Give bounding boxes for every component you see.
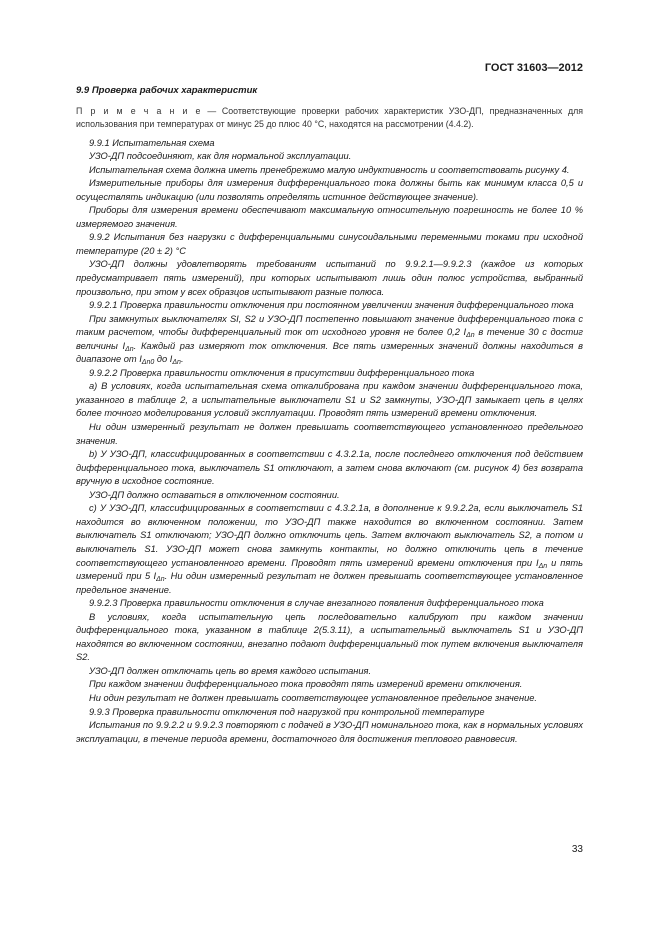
paragraph: Испытательная схема должна иметь пренебрежимо малую индуктивность и соответствовать рисунку 4.: [89, 164, 570, 175]
document-body: [76, 84, 583, 746]
paragraph: 9.9.1 Испытательная схема: [89, 137, 215, 148]
paragraph: 9.9.3 Проверка правильности отключения под нагрузкой при контрольной температуре: [89, 706, 485, 717]
paragraph-c: с) У УЗО-ДП, классифицированных в соответствии с 4.3.2.1а, в дополнение к 9.9.2.2а, если выключатель S1 находится во включенном положении, то УЗО-ДП также находится во включенном состоянии. Затем выключатель S1 отключают; УЗО-ДП должно отключить цепь. Затем включают выключатель S2, а потом и выключатель S1. УЗО-ДП может снова замкнуть контакты, но должно отключить цепь в течение соответствующего установленного времени. Проводят пять измерений времени отключения при $I_{\Delta n}$ и пять измерений при 5 $I_{\Delta n}$. Ни один измеренный результат не должен превышать соответствующее установленное предельное значение.: [76, 503, 583, 595]
paragraph: Измерительные приборы для измерения дифференциального тока должны быть как минимум класса 0,5 и осуществлять индикацию (или позволять определять истинное действующее значение).: [76, 178, 583, 202]
paragraph: УЗО-ДП должно оставаться в отключенном состоянии.: [89, 489, 340, 500]
paragraph: УЗО-ДП должен отключать цепь во время каждого испытания.: [89, 665, 372, 676]
paragraph: Ни один измеренный результат не должен превышать соответствующего установленного предельного значения.: [76, 422, 583, 446]
paragraph: b) У УЗО-ДП, классифицированных в соответствии с 4.3.2.1а, после последнего отключения под действием дифференциального тока, выключатель S1 отключают, а затем снова включают (см. рисунок 4) без возврата вручную в исходное состояние.: [76, 449, 583, 487]
paragraph: 9.9.2.1 Проверка правильности отключения при постоянном увеличении значения дифференциального тока: [89, 300, 574, 311]
paragraph: УЗО-ДП должны удовлетворять требованиям испытаний по 9.9.2.1—9.9.2.3 (каждое из которых предусматривает пять измерений), при которых испытывают лишь один полюс устройства, выбранный произвольно, при этом у всех образцов испытывают разные полюса.: [76, 259, 583, 297]
paragraph-9921: При замкнутых выключателях SI, S2 и УЗО-ДП постепенно повышают значение дифференциального тока с таким расчетом, чтобы дифференциальный ток от исходного уровня не более 0,2 $I_{\Delta n}$ в течение 30 с достиг величины $I_{\Delta n}$. Каждый раз измеряют ток отключения. Все пять измеренных значений должны находиться в диапазоне от $I_{\Delta n0}$ до $I_{\Delta n}$.: [76, 313, 583, 367]
paragraph: 9.9.2.2 Проверка правильности отключения в присутствии дифференциального тока: [89, 367, 475, 378]
paragraph: При каждом значении дифференциального тока проводят пять измерений времени отключения.: [89, 679, 523, 690]
document-id: ГОСТ 31603—2012: [484, 62, 583, 74]
paragraph: Испытания по 9.9.2.2 и 9.9.2.3 повторяют с подачей в УЗО-ДП номинального тока, как в нормальных условиях эксплуатации, в течение периода времени, достаточного для достижения теплового равновесия.: [76, 720, 583, 744]
note-text: — Соответствующие проверки рабочих характеристик УЗО-ДП, предназначенных для использования при температурах от минус 25 до плюс 40 °С, находятся на рассмотрении (4.4.2).: [76, 105, 583, 129]
note: [76, 105, 583, 131]
paragraph: В условиях, когда испытательную цепь последовательно калибруют при каждом значении дифференциального тока, указанном в таблице 2(5.3.11), а испытательный выключатель S1 и УЗО-ДП находятся во включенном состоянии, внезапно подают дифференциальный ток путем включения выключателя S2.: [76, 611, 583, 663]
paragraph: Приборы для измерения времени обеспечивают максимальную относительную погрешность не более 10 % измеряемого значения.: [76, 205, 583, 229]
paragraph: а) В условиях, когда испытательная схема откалибрована при каждом значении дифференциального тока, указанного в таблице 2, а испытательные выключатели S1 и S2 замкнуты, УЗО-ДП замыкает цепь в целях более точного моделирования условий эксплуатации. Проводят пять измерений времени отключения.: [76, 381, 583, 419]
note-label: П р и м е ч а н и е: [76, 105, 202, 116]
paragraph: 9.9.2.3 Проверка правильности отключения в случае внезапного появления дифференциального тока: [89, 598, 544, 609]
page-number: 33: [571, 844, 583, 855]
paragraph: Ни один результат не должен превышать соответствующее установленное предельное значение.: [89, 692, 537, 703]
section-title: 9.9 Проверка рабочих характеристик: [76, 85, 258, 96]
paragraph: 9.9.2 Испытания без нагрузки с дифференциальными синусоидальными переменными токами при исходной температуре (20 ± 2) °С: [76, 232, 583, 256]
paragraph: УЗО-ДП подсоединяют, как для нормальной эксплуатации.: [89, 151, 352, 162]
